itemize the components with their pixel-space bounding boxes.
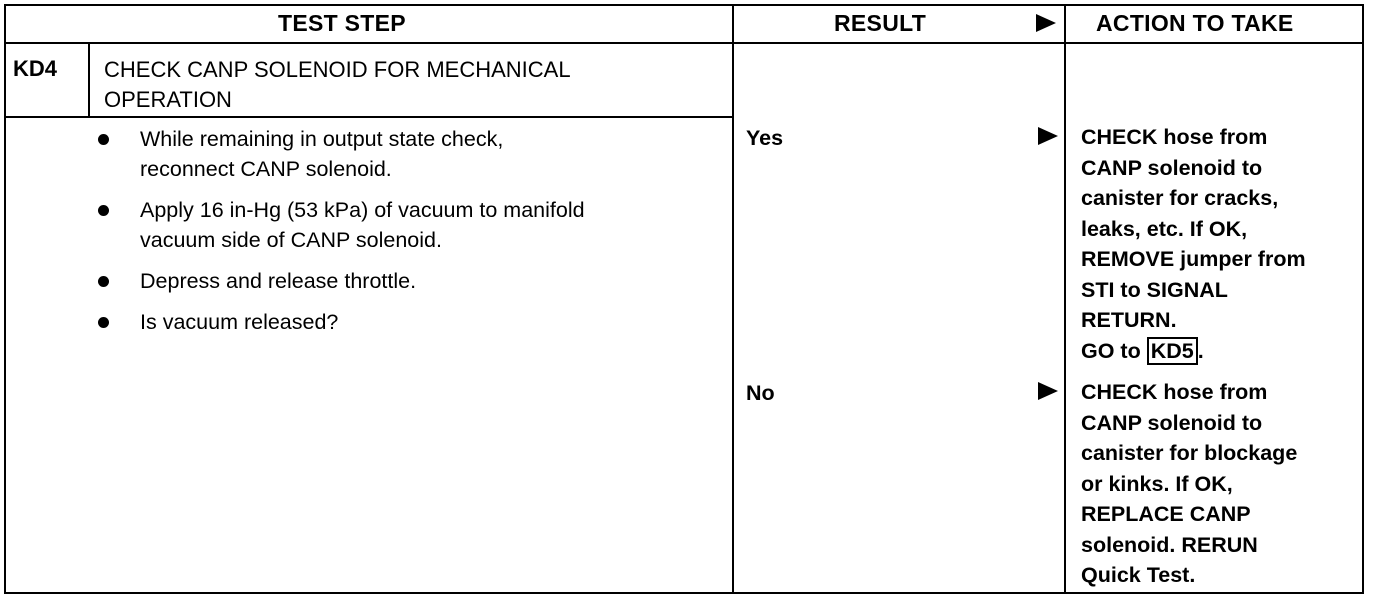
instruction-line: vacuum side of CANP solenoid. bbox=[140, 228, 442, 252]
yes-arrow-icon bbox=[1038, 127, 1058, 145]
step-title-line: CHECK CANP SOLENOID FOR MECHANICAL bbox=[104, 57, 571, 82]
action-line: RETURN. bbox=[1081, 308, 1177, 332]
bottom-border bbox=[4, 592, 1364, 594]
col-divider-test-result bbox=[732, 4, 734, 594]
action-goto bbox=[1081, 336, 1366, 367]
bullet-icon bbox=[98, 317, 109, 328]
action-line: CANP solenoid to bbox=[1081, 155, 1263, 180]
header-result: RESULT bbox=[834, 10, 927, 36]
left-border bbox=[4, 4, 6, 594]
action-line: REMOVE jumper from bbox=[1081, 247, 1306, 271]
action-line: canister for cracks, bbox=[1081, 186, 1279, 210]
instruction-item bbox=[96, 266, 716, 296]
instruction-line: Is vacuum released? bbox=[140, 310, 339, 334]
col-divider-result-action bbox=[1064, 4, 1066, 594]
step-title bbox=[104, 55, 724, 115]
bullet-icon bbox=[98, 276, 109, 287]
action-no bbox=[1081, 377, 1366, 591]
goto-suffix: . bbox=[1197, 338, 1204, 363]
result-no: No bbox=[746, 381, 775, 405]
top-border bbox=[4, 4, 1364, 6]
action-line: canister for blockage bbox=[1081, 441, 1298, 465]
instruction-list bbox=[96, 124, 716, 348]
action-line: or kinks. If OK, bbox=[1081, 471, 1233, 496]
instruction-item bbox=[96, 124, 716, 184]
no-arrow-icon bbox=[1038, 382, 1058, 400]
instruction-line: Apply 16 in-Hg (53 kPa) of vacuum to manifold bbox=[140, 198, 585, 222]
instruction-item bbox=[96, 195, 716, 255]
result-yes: Yes bbox=[746, 126, 784, 150]
instruction-line: reconnect CANP solenoid. bbox=[140, 157, 392, 181]
header-arrow-icon bbox=[1036, 14, 1056, 32]
action-line: Quick Test. bbox=[1081, 563, 1196, 587]
bullet-icon bbox=[98, 205, 109, 216]
header-test-step: TEST STEP bbox=[278, 10, 406, 36]
action-line: CHECK hose from bbox=[1081, 125, 1268, 149]
step-id: KD4 bbox=[13, 56, 58, 81]
instruction-line: While remaining in output state check, bbox=[140, 127, 504, 151]
step-title-line: OPERATION bbox=[104, 87, 232, 112]
action-line: CANP solenoid to bbox=[1081, 410, 1263, 435]
action-yes bbox=[1081, 122, 1366, 366]
header-bottom-border bbox=[4, 42, 1364, 44]
bullet-icon bbox=[98, 134, 109, 145]
action-line: solenoid. RERUN bbox=[1081, 532, 1258, 557]
action-line: leaks, etc. If OK, bbox=[1081, 216, 1248, 241]
instruction-line: Depress and release throttle. bbox=[140, 269, 417, 293]
goto-prefix: GO to bbox=[1081, 338, 1141, 363]
step-id-divider bbox=[88, 44, 90, 118]
action-line: STI to SIGNAL bbox=[1081, 277, 1228, 302]
goto-step-link[interactable]: KD5 bbox=[1147, 337, 1198, 365]
action-line: CHECK hose from bbox=[1081, 380, 1268, 404]
instruction-item bbox=[96, 307, 716, 337]
header-action: ACTION TO TAKE bbox=[1096, 10, 1294, 36]
action-line: REPLACE CANP bbox=[1081, 502, 1251, 526]
step-title-bottom-border bbox=[4, 116, 734, 118]
